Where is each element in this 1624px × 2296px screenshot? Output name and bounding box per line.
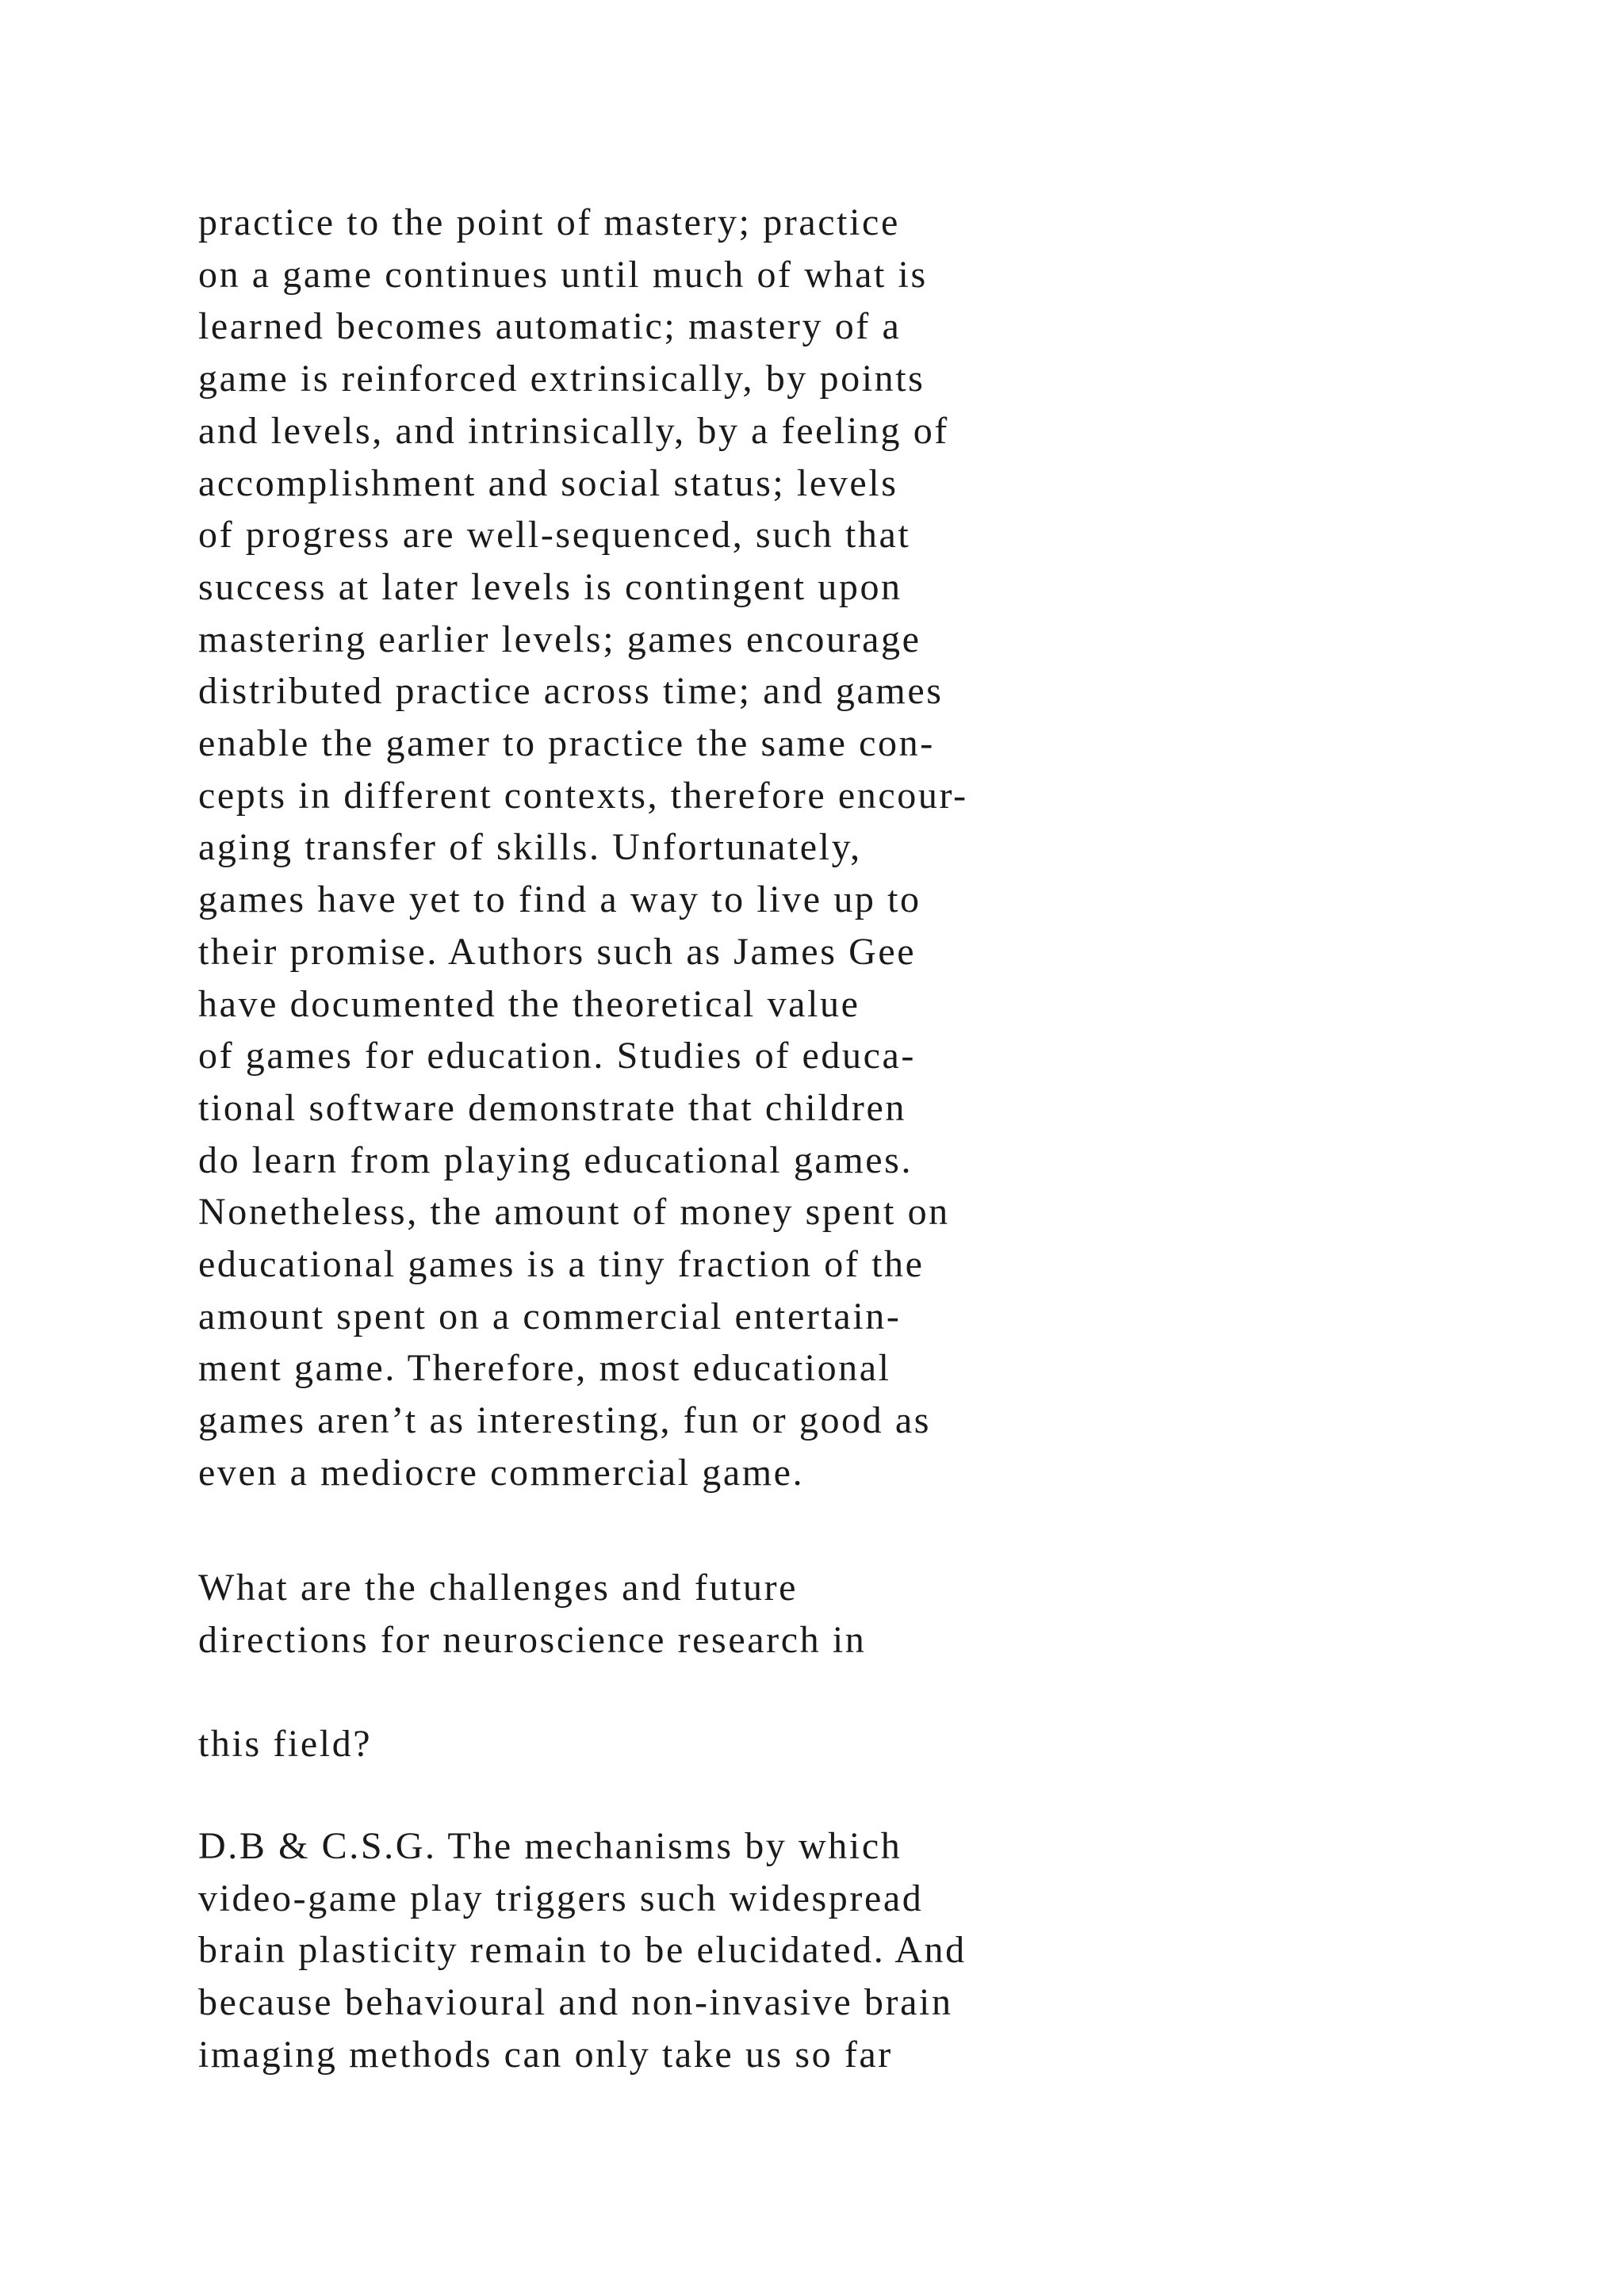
text-line: tional software demonstrate that children bbox=[198, 1086, 906, 1129]
text-line: on a game continues until much of what is bbox=[198, 253, 928, 296]
text-line: imaging methods can only take us so far bbox=[198, 2033, 893, 2076]
text-line: because behavioural and non-invasive brain bbox=[198, 1981, 953, 2024]
text-line: of games for education. Studies of educa- bbox=[198, 1035, 916, 1077]
question-heading-end bbox=[198, 1718, 1467, 1770]
text-line: have documented the theoretical value bbox=[198, 982, 860, 1025]
question-heading bbox=[198, 1562, 1467, 1666]
text-line: amount spent on a commercial entertain- bbox=[198, 1295, 902, 1337]
answer-paragraph bbox=[198, 1820, 1467, 2081]
paragraph-games-mastery bbox=[198, 197, 1467, 1499]
text-line: Nonetheless, the amount of money spent on bbox=[198, 1191, 950, 1234]
text-line: What are the challenges and future bbox=[198, 1567, 799, 1609]
text-line: and levels, and intrinsically, by a feeling of bbox=[198, 409, 949, 452]
text-line: accomplishment and social status; levels bbox=[198, 461, 898, 504]
text-line: games have yet to find a way to live up to bbox=[198, 878, 921, 921]
text-line: D.B & C.S.G. The mechanisms by which bbox=[198, 1825, 902, 1867]
text-line: this field? bbox=[198, 1723, 373, 1765]
text-line: practice to the point of mastery; practice bbox=[198, 201, 900, 243]
text-line: success at later levels is contingent upon bbox=[198, 565, 902, 608]
text-line: enable the gamer to practice the same con- bbox=[198, 722, 935, 765]
text-line: their promise. Authors such as James Gee bbox=[198, 930, 917, 973]
text-line: ment game. Therefore, most educational bbox=[198, 1347, 891, 1390]
text-line: brain plasticity remain to be elucidated. And bbox=[198, 1929, 967, 1972]
text-line: mastering earlier levels; games encourage bbox=[198, 618, 921, 660]
text-line: games aren’t as interesting, fun or good as bbox=[198, 1399, 932, 1442]
text-line: do learn from playing educational games. bbox=[198, 1138, 914, 1181]
text-line: game is reinforced extrinsically, by points bbox=[198, 358, 925, 400]
text-line: learned becomes automatic; mastery of a bbox=[198, 305, 902, 348]
text-line: video-game play triggers such widespread bbox=[198, 1877, 924, 1919]
text-line: of progress are well-sequenced, such that bbox=[198, 514, 911, 557]
text-line: directions for neuroscience research in bbox=[198, 1618, 867, 1661]
text-line: even a mediocre commercial game. bbox=[198, 1451, 805, 1494]
text-line: educational games is a tiny fraction of the bbox=[198, 1243, 925, 1286]
text-line: distributed practice across time; and games bbox=[198, 670, 944, 713]
text-line: cepts in different contexts, therefore encour- bbox=[198, 774, 968, 817]
text-line: aging transfer of skills. Unfortunately, bbox=[198, 826, 862, 869]
